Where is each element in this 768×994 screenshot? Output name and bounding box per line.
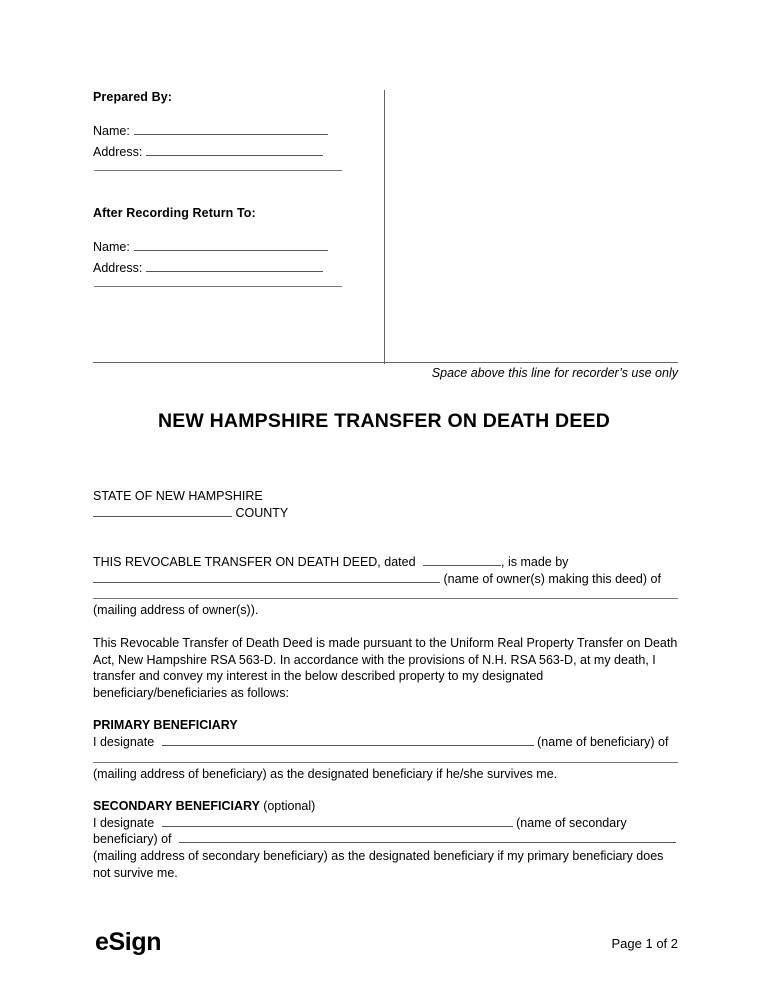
secondary-beneficiary-name-blank[interactable] (162, 826, 513, 827)
prepared-by-address-row (93, 145, 323, 159)
county-blank[interactable] (93, 516, 232, 517)
secondary-beneficiary-heading-text: SECONDARY BENEFICIARY (93, 799, 260, 814)
return-to-address-row (93, 261, 323, 275)
prepared-by-address-label: Address: (93, 145, 143, 159)
esign-logo-text: eSign (95, 928, 162, 956)
prepared-by-name-label: Name: (93, 124, 130, 138)
after-recording-label: After Recording Return To: (93, 206, 256, 220)
esign-logo (95, 928, 161, 957)
owner-address-blank[interactable] (93, 598, 678, 599)
secondary-beneficiary-name-tail: (name of secondary (516, 815, 627, 830)
primary-beneficiary-address-blank[interactable] (93, 762, 678, 763)
secondary-beneficiary-optional-label: (optional) (263, 799, 316, 814)
secondary-beneficiary-address-row (93, 831, 678, 848)
secondary-beneficiary-address-caption: (mailing address of secondary beneficiary) as the designated beneficiary if my primary beneficiary does not survive me. (93, 848, 664, 880)
state-line: STATE OF NEW HAMPSHIRE (93, 489, 263, 503)
owner-address-caption: (mailing address of owner(s)). (93, 603, 259, 618)
recorder-space-note: Space above this line for recorder’s use only (431, 366, 678, 380)
primary-beneficiary-name-tail: (name of beneficiary) of (537, 734, 669, 749)
secondary-beneficiary-heading (93, 798, 678, 815)
secondary-designate-label: I designate (93, 815, 155, 830)
prepared-by-name-row (93, 124, 328, 138)
document-body (93, 488, 678, 881)
return-to-address-label: Address: (93, 261, 143, 275)
county-label: COUNTY (235, 505, 289, 520)
primary-beneficiary-name-blank[interactable] (162, 745, 534, 746)
page-title: NEW HAMPSHIRE TRANSFER ON DEATH DEED (157, 410, 611, 432)
spacer (93, 782, 678, 798)
spacer (93, 521, 678, 554)
county-row (93, 505, 678, 522)
prepared-by-address-blank[interactable] (146, 155, 323, 156)
deed-dated-label: THIS REVOCABLE TRANSFER ON DEATH DEED, dated (93, 555, 416, 570)
return-to-name-row (93, 240, 328, 254)
primary-beneficiary-name-row (93, 734, 678, 751)
return-to-name-blank[interactable] (134, 250, 328, 251)
deed-dated-tail: , is made by (501, 555, 569, 570)
spacer (93, 619, 678, 635)
prepared-by-address-blank-line2[interactable] (94, 170, 342, 171)
recorder-vertical-divider (384, 90, 385, 364)
primary-beneficiary-heading: PRIMARY BENEFICIARY (93, 718, 238, 733)
return-to-name-label: Name: (93, 240, 130, 254)
prepared-by-name-blank[interactable] (134, 134, 328, 135)
secondary-beneficiary-cont-label: beneficiary) of (93, 832, 172, 847)
return-to-address-blank[interactable] (146, 271, 323, 272)
spacer (93, 701, 678, 717)
recorder-bottom-rule (93, 362, 678, 363)
return-to-address-blank-line2[interactable] (94, 286, 342, 287)
prepared-by-label: Prepared By: (93, 90, 173, 104)
secondary-beneficiary-address-blank[interactable] (179, 842, 676, 843)
recorder-header-block (93, 88, 678, 364)
owner-name-row (93, 571, 678, 588)
secondary-beneficiary-name-row (93, 815, 678, 832)
recital-paragraph: This Revocable Transfer of Death Deed is made pursuant to the Uniform Real Property Transfer on Death Act, New Hampshire RSA 563-D. In accordance with the provisions of N.H. RSA 563-D, at my death, I transfer and convey my interest in the below described property to my designated beneficiary/beneficiaries as follows: (93, 635, 678, 700)
owner-name-tail: (name of owner(s) making this deed) of (443, 571, 661, 586)
primary-designate-label: I designate (93, 734, 155, 749)
deed-date-blank[interactable] (423, 565, 501, 566)
primary-beneficiary-address-caption: (mailing address of beneficiary) as the designated beneficiary if he/she survives me. (93, 766, 558, 781)
owner-name-blank[interactable] (93, 582, 440, 583)
page-number: Page 1 of 2 (611, 936, 678, 951)
deed-dated-row (93, 554, 678, 571)
